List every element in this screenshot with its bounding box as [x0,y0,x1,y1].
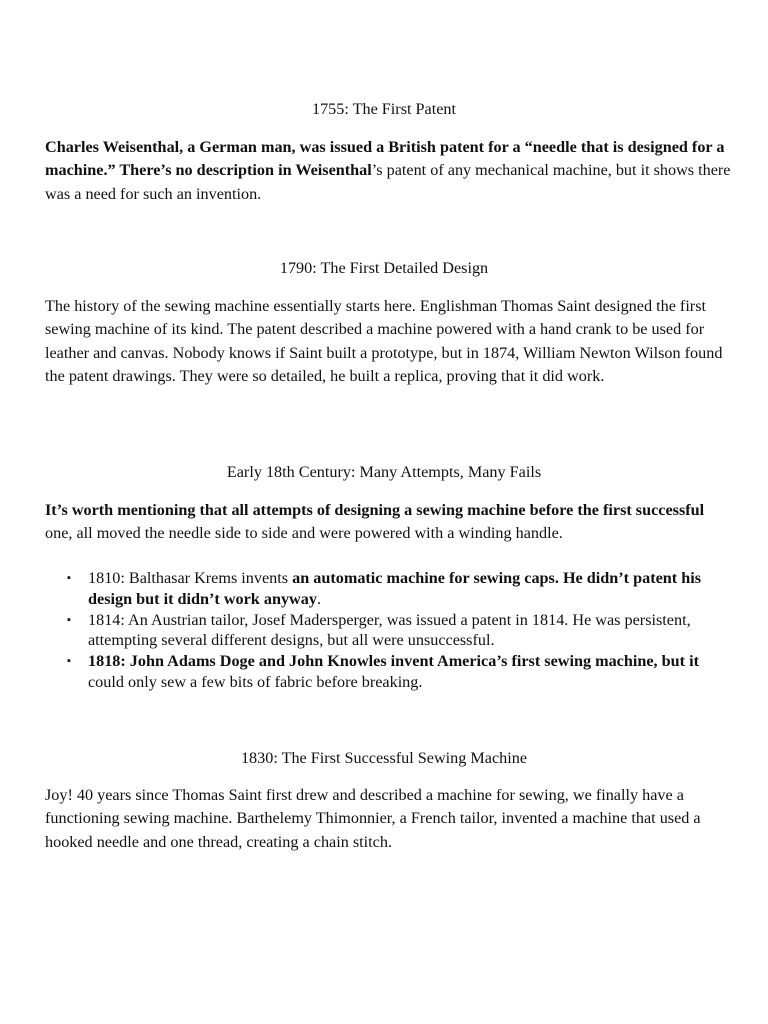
list-item-3-text-b: could only sew a few bits of fabric before breaking. [88,672,423,691]
list-item [0,651,718,693]
heading-1830: 1830: The First Successful Sewing Machine [240,749,528,767]
list-item [0,610,718,652]
paragraph-early-regular: one, all moved the needle side to side and were powered with a winding handle. [45,524,563,543]
paragraph-early-bold: It’s worth mentioning that all attempts of designing a sewing machine before the first successful [45,501,705,519]
bullet-icon: ▪ [67,613,71,626]
list-item-1-text-a: 1810: Balthasar Krems invents [88,569,293,587]
paragraph-early-18th-century [45,499,735,546]
heading-early-18th-century: Early 18th Century: Many Attempts, Many Fails [226,463,542,481]
list-item [0,568,718,610]
list-item-1-text-b: an automatic machine for sewing caps. He didn’t patent his design but it didn’t work anyway [88,569,702,608]
paragraph-1755-regular: ’s patent of any mechanical machine, but it shows there was a need for such an invention. [45,161,731,203]
paragraph-1790 [45,295,735,388]
list-item-2-text: 1814: An Austrian tailor, Josef Madersperger, was issued a patent in 1814. He was persistent, attempting several different designs, but all were unsuccessful. [88,610,691,650]
bullet-icon: ▪ [67,655,71,668]
attempts-list [0,568,768,693]
paragraph-1755 [45,136,735,206]
heading-1755: 1755: The First Patent [311,100,457,118]
bullet-icon: ▪ [67,572,71,584]
heading-1790: 1790: The First Detailed Design [279,259,489,277]
paragraph-1830 [45,784,735,854]
paragraph-1790-text: The history of the sewing machine essentially starts here. Englishman Thomas Saint designed the first sewing machine of its kind. The patent described a machine powered with a hand crank to be used for leather and canvas. Nobody knows if Saint built a prototype, but in 1874, William Newton Wilson found the patent drawings. They were so detailed, he built a replica, proving that it did work. [45,297,723,385]
paragraph-1830-text: Joy! 40 years since Thomas Saint first drew and described a machine for sewing, we finally have a functioning sewing machine. Barthelemy Thimonnier, a French tailor, invented a machine that used a hooked needle and one thread, creating a chain stitch. [45,786,701,851]
list-item-1-text-c: . [316,589,321,608]
list-item-3-text-a: 1818: John Adams Doge and John Knowles invent America’s first sewing machine, but it [88,652,699,671]
paragraph-1755-bold: Charles Weisenthal, a German man, was issued a British patent for a “needle that is designed for a machine.” There’s no description in Weisenthal [45,138,725,180]
